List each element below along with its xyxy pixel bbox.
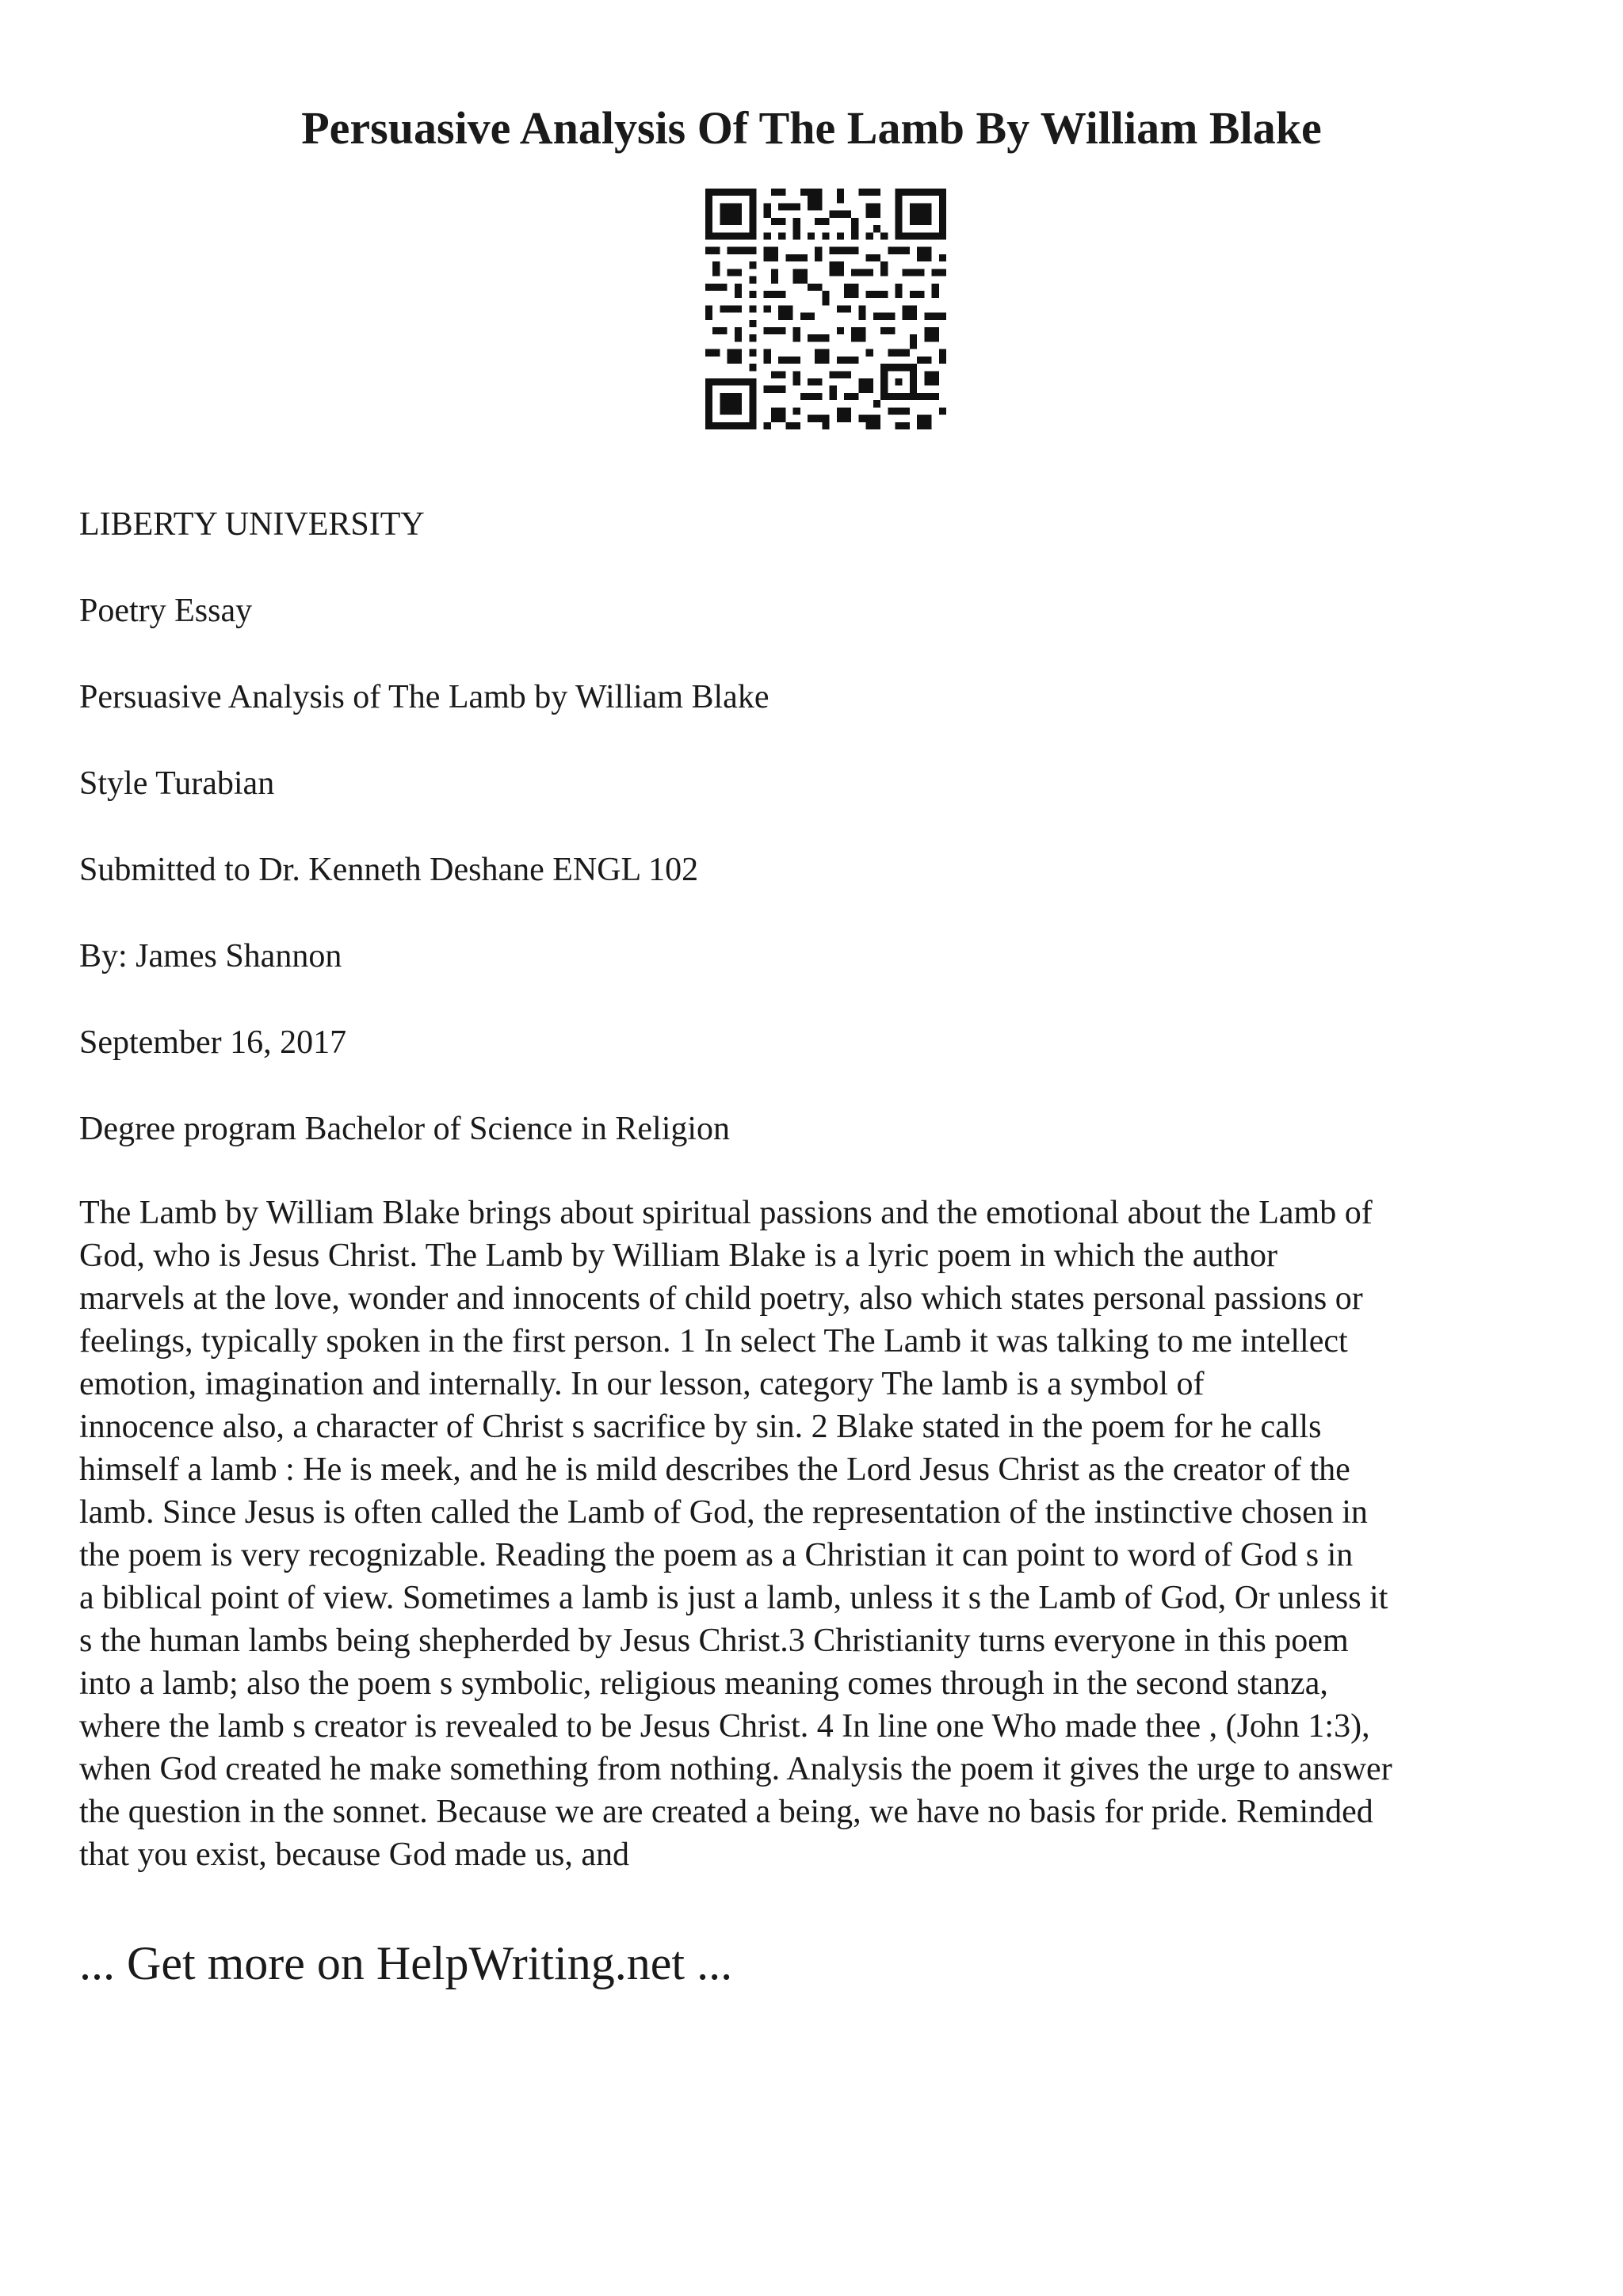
degree-program: Degree program Bachelor of Science in Religion xyxy=(79,1111,731,1147)
essay-title-line: Persuasive Analysis of The Lamb by William Blake xyxy=(79,679,769,715)
body-line: s the human lambs being shepherded by Jesus Christ.3 Christianity turns everyone in this poem xyxy=(79,1623,1349,1659)
body-line: that you exist, because God made us, and xyxy=(79,1836,629,1873)
qr-code-icon xyxy=(705,189,946,429)
institution-name: LIBERTY UNIVERSITY xyxy=(79,506,425,543)
body-line: innocence also, a character of Christ s sacrifice by sin. 2 Blake stated in the poem for he calls xyxy=(79,1409,1322,1445)
body-line: where the lamb s creator is revealed to be Jesus Christ. 4 In line one Who made thee , (John 1:3), xyxy=(79,1708,1370,1745)
author-line: By: James Shannon xyxy=(79,938,342,974)
body-line: the poem is very recognizable. Reading the poem as a Christian it can point to word of God s in xyxy=(79,1537,1354,1573)
submitted-to: Submitted to Dr. Kenneth Deshane ENGL 102 xyxy=(79,852,699,888)
citation-style: Style Turabian xyxy=(79,765,275,802)
body-line: into a lamb; also the poem s symbolic, religious meaning comes through in the second stanza, xyxy=(79,1665,1328,1702)
body-line: a biblical point of view. Sometimes a lamb is just a lamb, unless it s the Lamb of God, Or unless it xyxy=(79,1580,1388,1616)
essay-body xyxy=(79,1192,1553,1876)
assignment-type: Poetry Essay xyxy=(79,593,253,629)
body-line: feelings, typically spoken in the first person. 1 In select The Lamb it was talking to me intellect xyxy=(79,1323,1348,1360)
body-line: himself a lamb : He is meek, and he is mild describes the Lord Jesus Christ as the creator of the xyxy=(79,1451,1350,1488)
body-line: marvels at the love, wonder and innocents of child poetry, also which states personal passions or xyxy=(79,1280,1363,1317)
body-line: emotion, imagination and internally. In our lesson, category The lamb is a symbol of xyxy=(79,1366,1205,1402)
body-line: God, who is Jesus Christ. The Lamb by William Blake is a lyric poem in which the author xyxy=(79,1238,1278,1274)
body-line: lamb. Since Jesus is often called the Lamb of God, the representation of the instinctive chosen in xyxy=(79,1494,1368,1531)
body-line: the question in the sonnet. Because we are created a being, we have no basis for pride. Reminded xyxy=(79,1794,1373,1830)
document-title: Persuasive Analysis Of The Lamb By William Blake xyxy=(301,102,1322,154)
body-line: The Lamb by William Blake brings about spiritual passions and the emotional about the Lamb of xyxy=(79,1195,1373,1231)
date-line: September 16, 2017 xyxy=(79,1024,347,1061)
body-line: when God created he make something from nothing. Analysis the poem it gives the urge to answer xyxy=(79,1751,1392,1787)
get-more-link[interactable]: ... Get more on HelpWriting.net ... xyxy=(79,1937,733,1989)
